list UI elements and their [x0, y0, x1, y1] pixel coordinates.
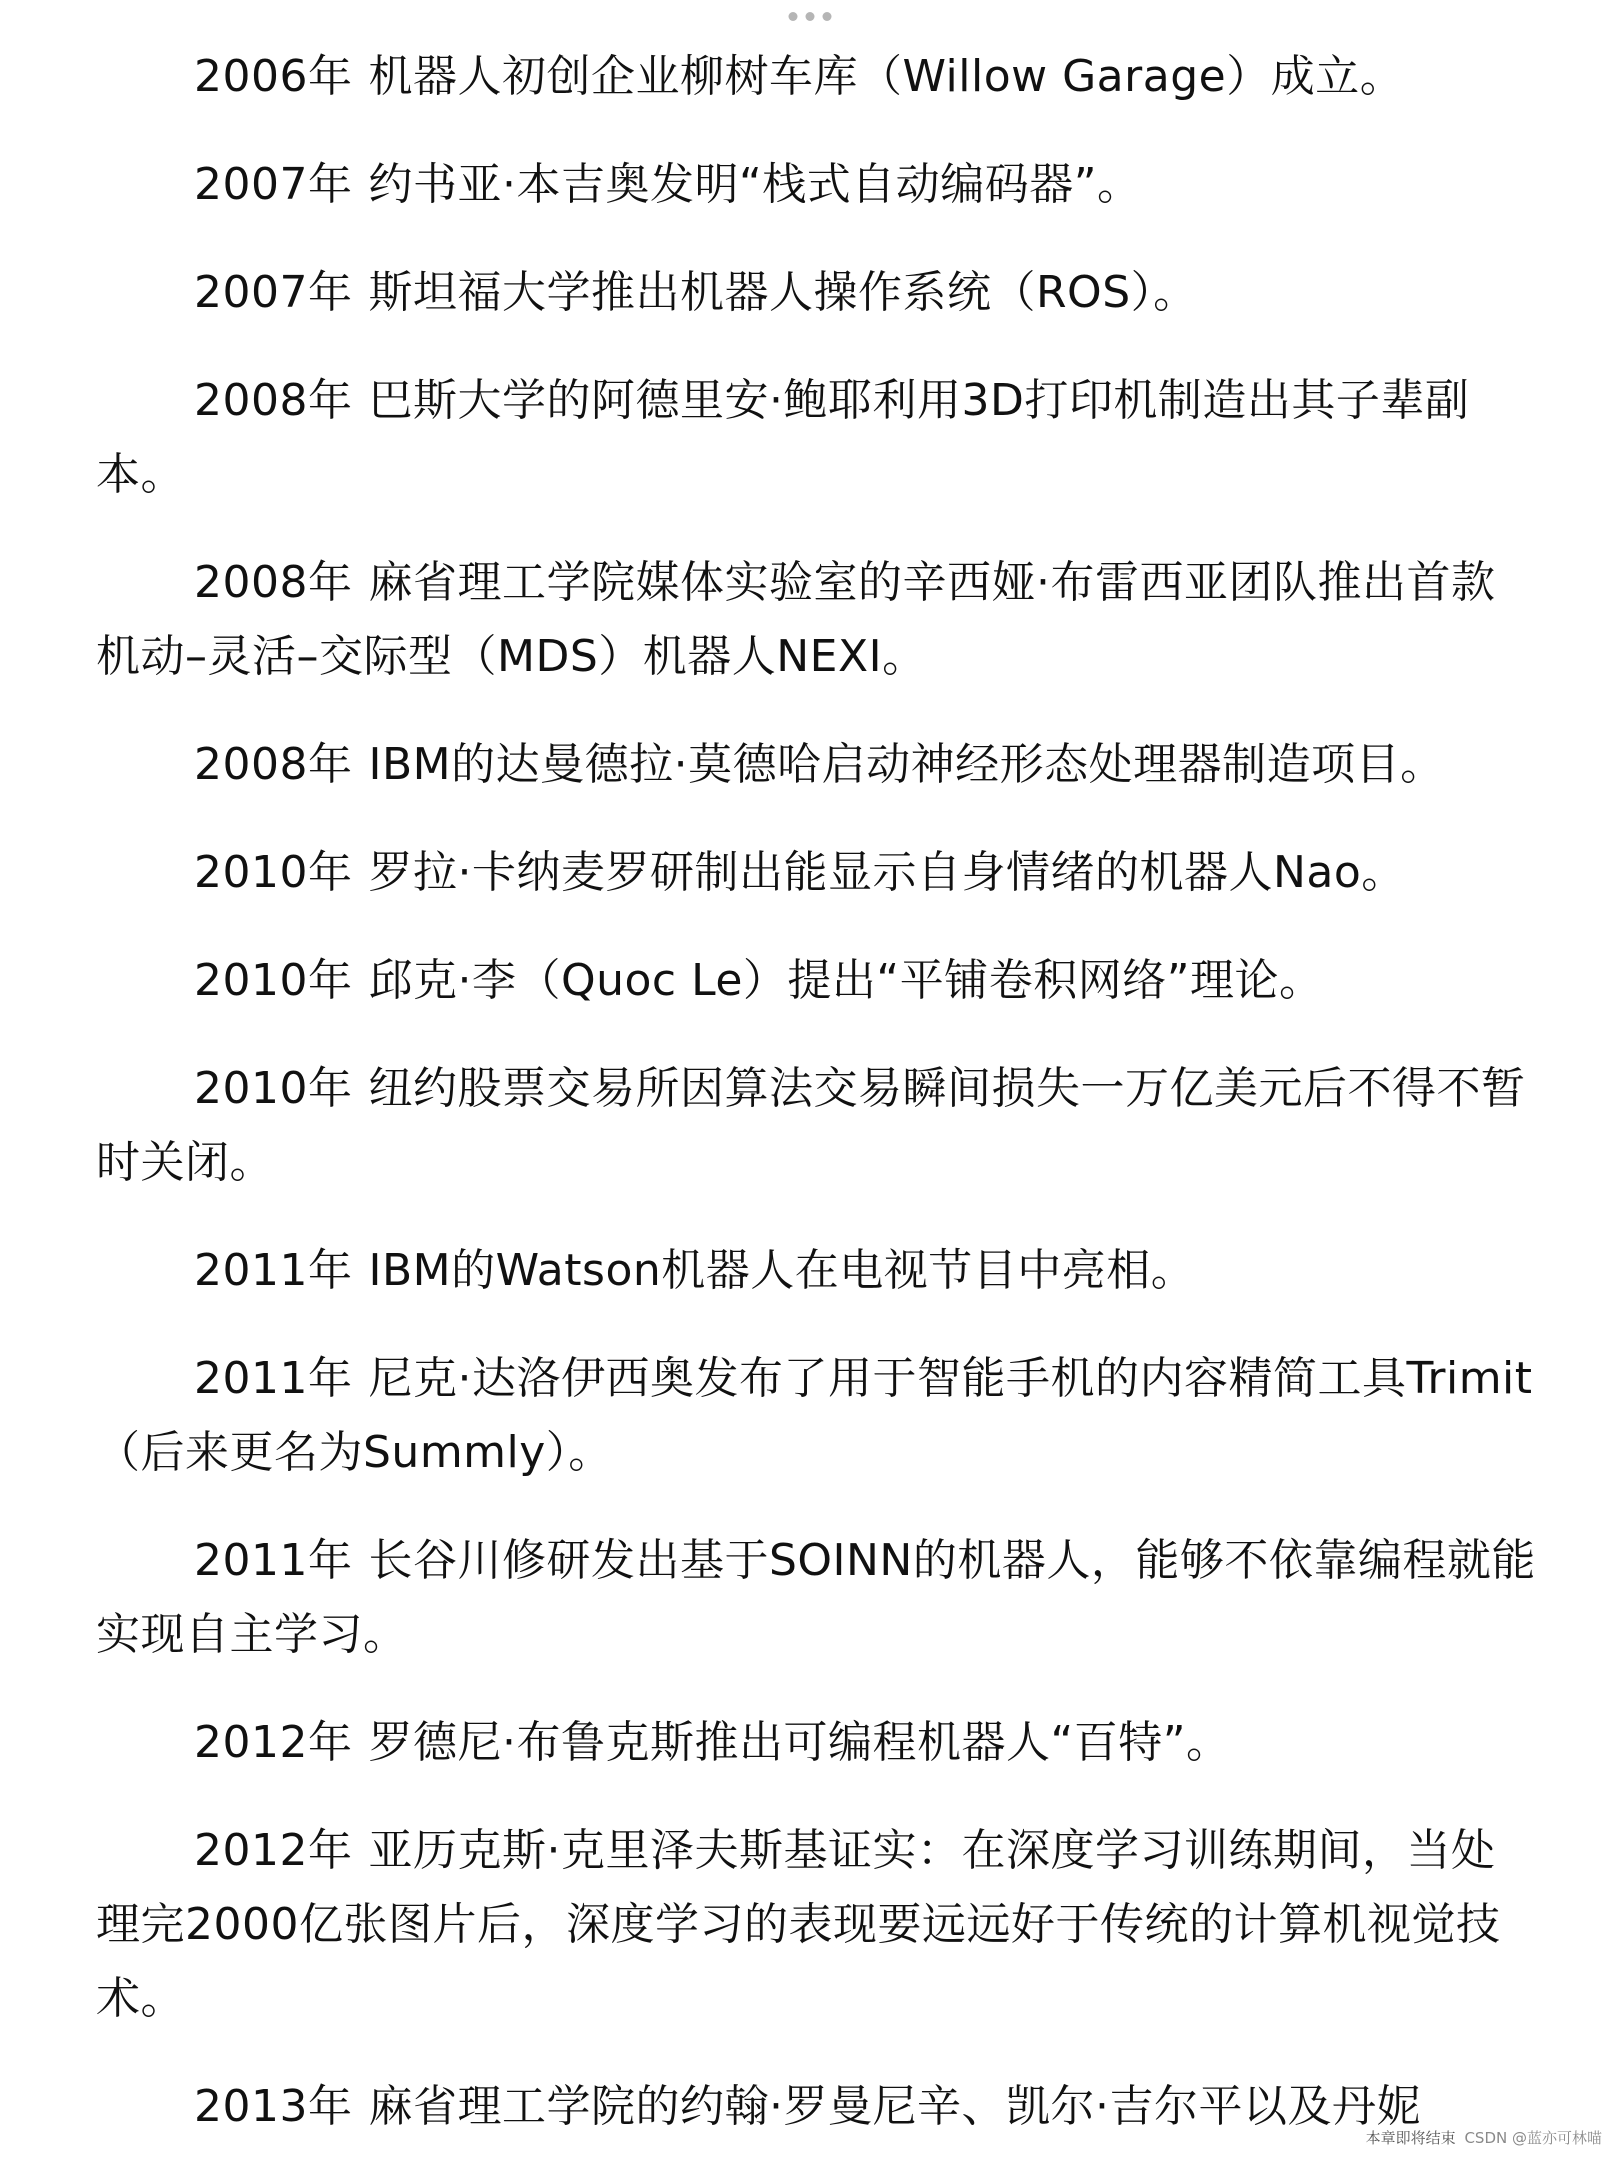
timeline-entry: [96, 1814, 1536, 2036]
entry-year: 2012年: [194, 1825, 353, 1876]
timeline-entry: [96, 256, 1536, 330]
entry-text: 纽约股票交易所因算法交易瞬间损失一万亿美元后不得不暂时关闭。: [96, 1063, 1526, 1188]
dot: [823, 12, 832, 21]
entry-year: 2012年: [194, 1717, 353, 1768]
entry-year: 2007年: [194, 267, 353, 318]
timeline-entry: [96, 40, 1536, 114]
entry-text: IBM的Watson机器人在电视节目中亮相。: [368, 1245, 1196, 1296]
entry-year: 2011年: [194, 1245, 353, 1296]
entry-text: 长谷川修研发出基于SOINN的机器人，能够不依靠编程就能实现自主学习。: [96, 1535, 1536, 1660]
article-body: [96, 40, 1536, 2178]
entry-year: 2011年: [194, 1535, 353, 1586]
entry-text: 罗德尼·布鲁克斯推出可编程机器人“百特”。: [368, 1717, 1231, 1768]
entry-year: 2008年: [194, 375, 353, 426]
timeline-entry: [96, 836, 1536, 910]
entry-year: 2006年: [194, 51, 353, 102]
entry-text: 机器人初创企业柳树车库（Willow Garage）成立。: [368, 51, 1405, 102]
timeline-entry: [96, 148, 1536, 222]
entry-year: 2007年: [194, 159, 353, 210]
dot: [806, 12, 815, 21]
timeline-entry: [96, 2070, 1536, 2144]
entry-text: 麻省理工学院媒体实验室的辛西娅·布雷西亚团队推出首款机动–灵活–交际型（MDS）机器人NEXI。: [96, 557, 1496, 682]
timeline-entry: [96, 546, 1536, 694]
timeline-entry: [96, 728, 1536, 802]
chapter-end-note: 本章即将结束: [1365, 2129, 1456, 2147]
timeline-entry: [96, 944, 1536, 1018]
entry-year: 2010年: [194, 847, 353, 898]
entry-text: IBM的达曼德拉·莫德哈启动神经形态处理器制造项目。: [368, 739, 1445, 790]
timeline-entry: [96, 364, 1536, 512]
entry-text: 斯坦福大学推出机器人操作系统（ROS）。: [368, 267, 1198, 318]
dot: [789, 12, 798, 21]
entry-year: 2010年: [194, 1063, 353, 1114]
timeline-entry: [96, 1524, 1536, 1672]
entry-year: 2008年: [194, 557, 353, 608]
footer-note: [1366, 2127, 1602, 2148]
entry-text: 巴斯大学的阿德里安·鲍耶利用3D打印机制造出其子辈副本。: [96, 375, 1470, 500]
entry-year: 2008年: [194, 739, 353, 790]
timeline-entry: [96, 1342, 1536, 1490]
entry-text: 邱克·李（Quoc Le）提出“平铺卷积网络”理论。: [368, 955, 1324, 1006]
entry-text: 亚历克斯·克里泽夫斯基证实：在深度学习训练期间，当处理完2000亿张图片后，深度学习的表现要远远好于传统的计算机视觉技术。: [96, 1825, 1501, 2024]
entry-year: 2013年: [194, 2081, 353, 2132]
timeline-entry: [96, 1706, 1536, 1780]
entry-text: 约书亚·本吉奥发明“栈式自动编码器”。: [368, 159, 1142, 210]
timeline-entry: [96, 1052, 1536, 1200]
entry-year: 2010年: [194, 955, 353, 1006]
entry-year: 2011年: [194, 1353, 353, 1404]
entry-text: 尼克·达洛伊西奥发布了用于智能手机的内容精简工具Trimit（后来更名为Summly）。: [96, 1353, 1533, 1478]
more-options-icon[interactable]: [789, 12, 832, 21]
entry-text: 麻省理工学院的约翰·罗曼尼辛、凯尔·吉尔平以及丹妮: [368, 2081, 1421, 2132]
entry-text: 罗拉·卡纳麦罗研制出能显示自身情绪的机器人Nao。: [368, 847, 1406, 898]
watermark: CSDN @蓝亦可林喵: [1464, 2129, 1602, 2147]
timeline-entry: [96, 1234, 1536, 1308]
